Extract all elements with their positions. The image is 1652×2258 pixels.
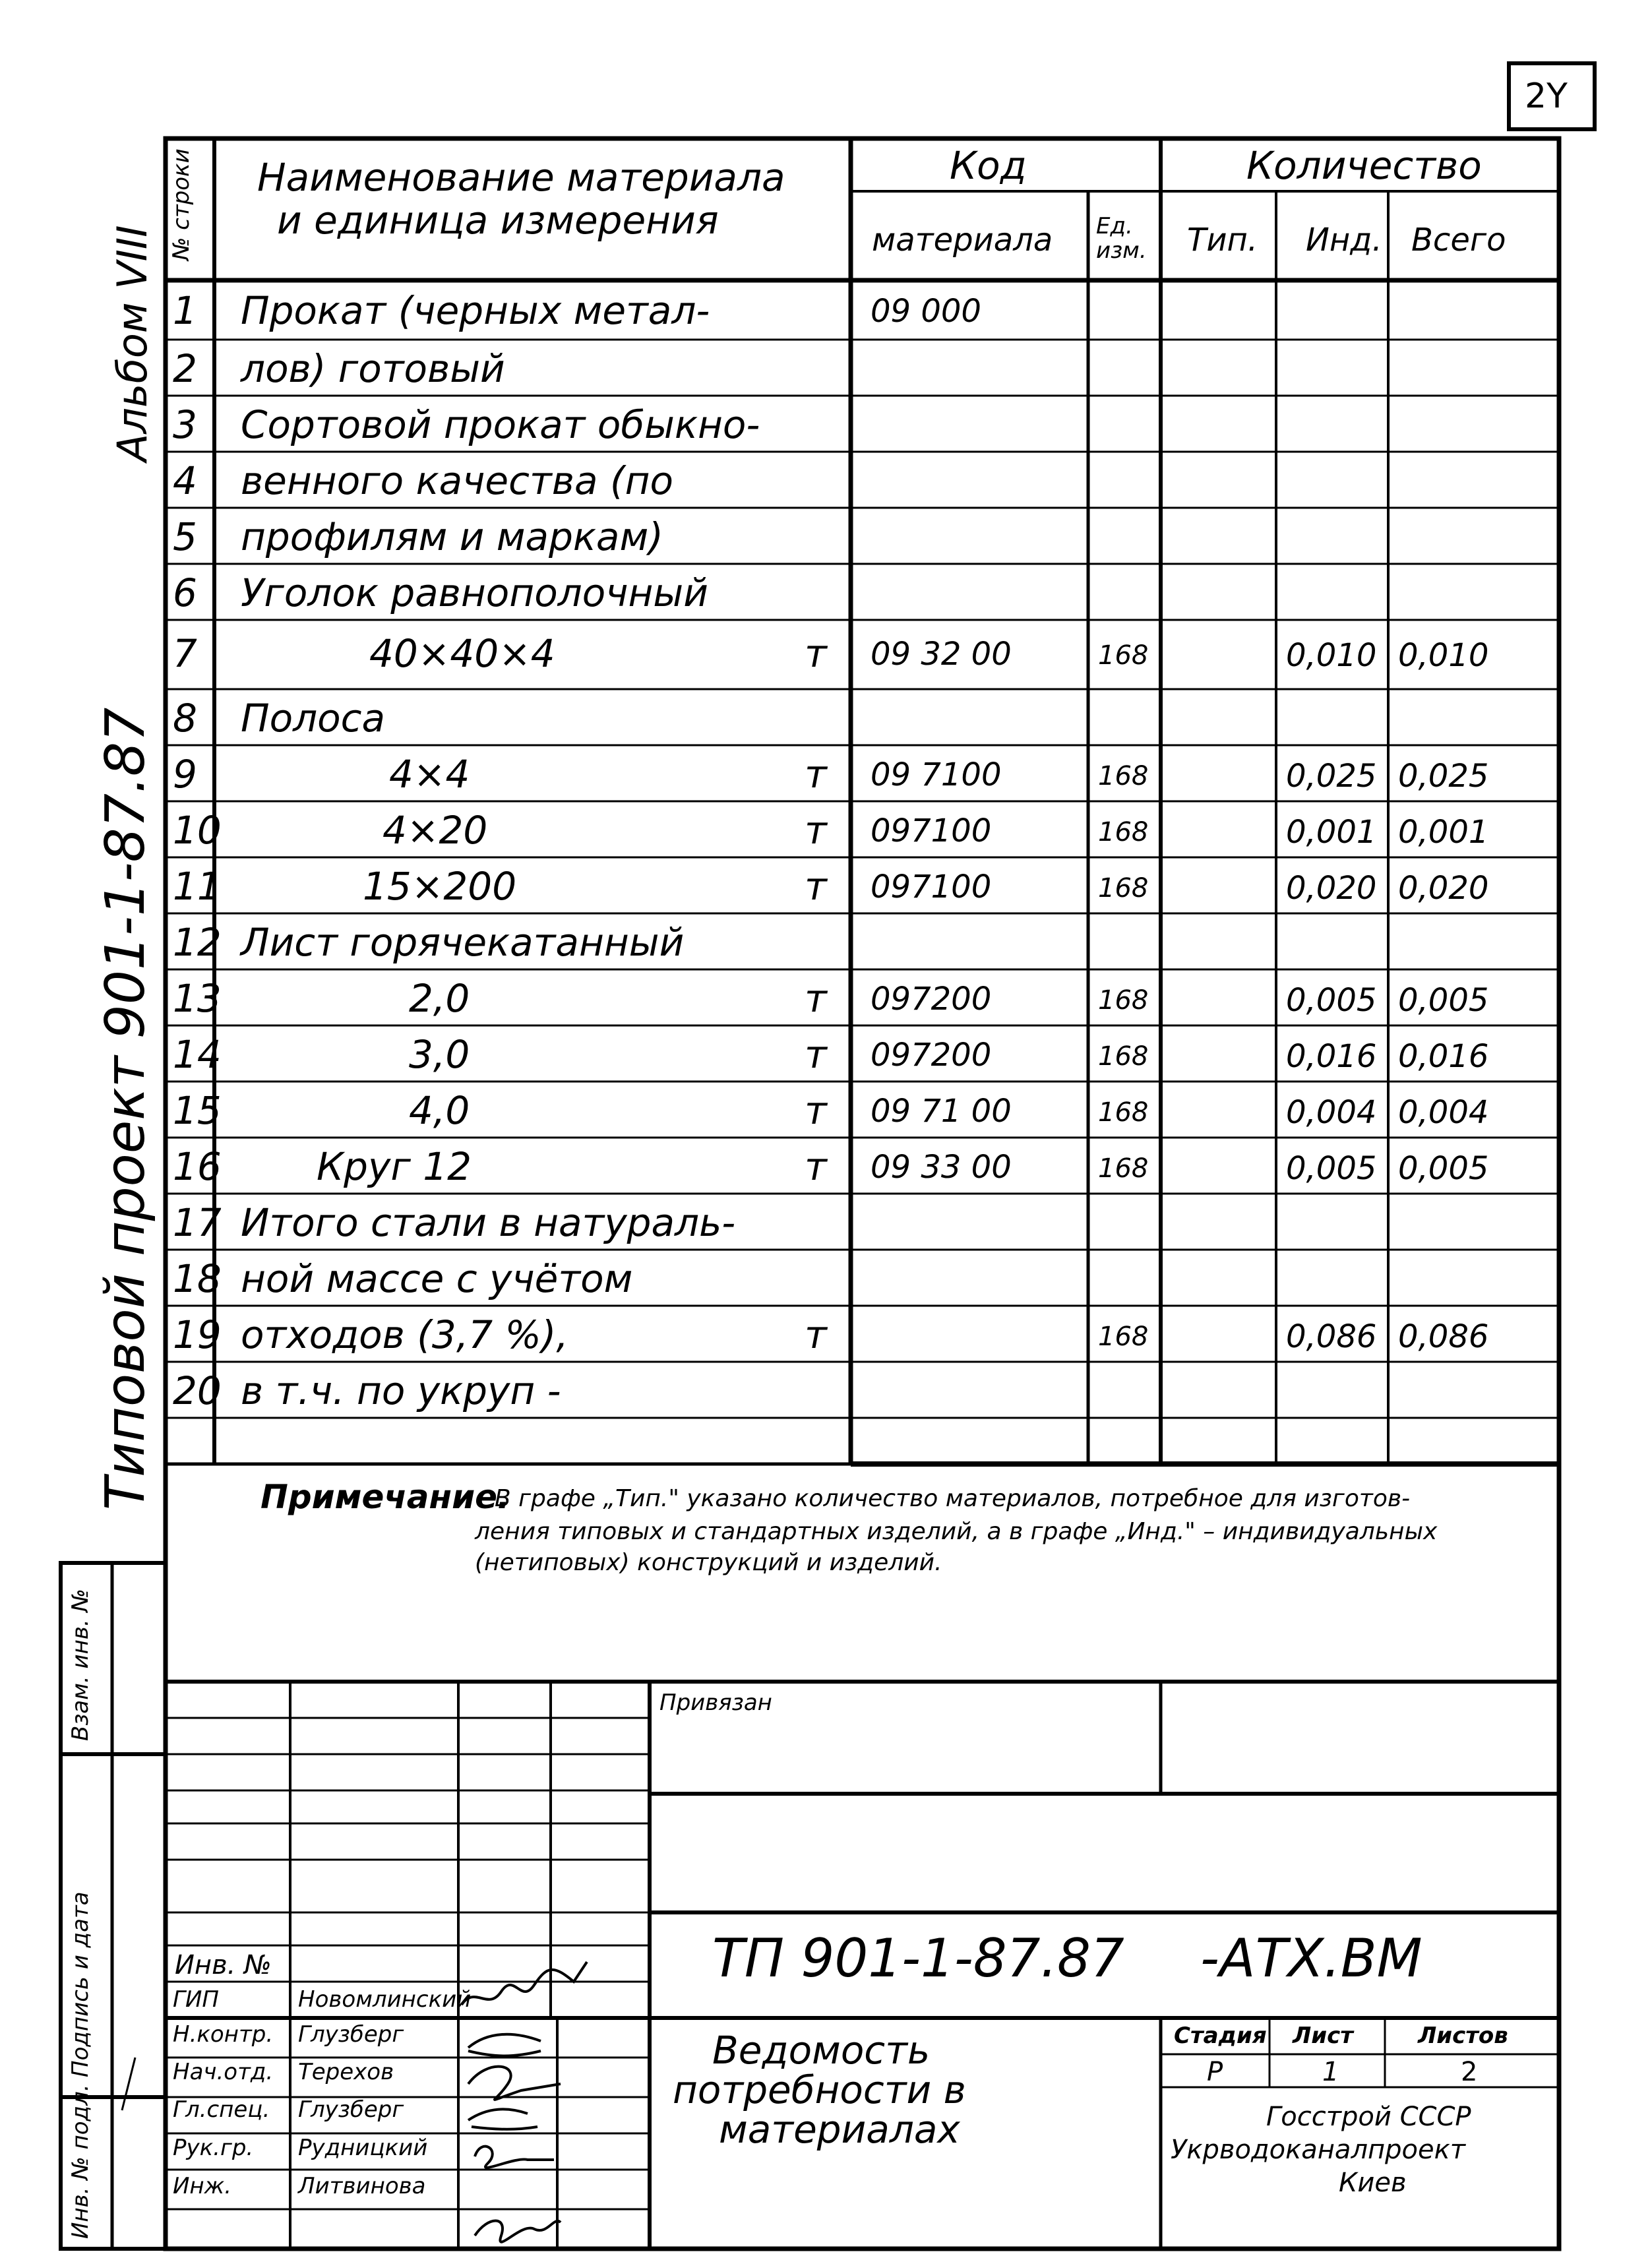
sheet-label: Лист [1293,2023,1353,2049]
side-inv-podl: Инв. № подл. [67,2084,94,2239]
doc-title-line1: Ведомость [712,2028,931,2073]
qty-ind: 0,005 [1286,982,1377,1019]
doc-code: ТП 901-1-87.87 [712,1928,1124,1989]
material-code: 09 33 00 [871,1149,1012,1186]
qty-ind: 0,001 [1286,814,1377,851]
qty-total: 0,025 [1398,758,1489,795]
material-code: 09 000 [871,293,981,330]
unit: т [805,976,827,1021]
sheets-value: 2 [1461,2057,1478,2087]
qty-ind-header: Инд. [1306,222,1382,259]
signatory-role: Инж. [173,2173,232,2199]
unit: т [805,631,827,676]
signatory-name: Новомлинский [298,1986,472,2013]
unit: т [805,1144,827,1189]
material-name: 3,0 [409,1032,470,1077]
unit-code: 168 [1098,873,1149,903]
unit: т [805,752,827,797]
unit: т [805,808,827,853]
material-name: Круг 12 [317,1144,472,1189]
row-number: 12 [173,920,222,965]
row-number: 8 [173,696,197,741]
unit: т [805,1312,827,1357]
side-podp-data: Подпись и дата [67,1891,94,2077]
signatory-role: Гл.спец. [173,2096,270,2123]
material-name: 2,0 [409,976,470,1021]
sheet-number: 2Y [1525,76,1568,116]
qty-total: 0,005 [1398,1150,1489,1187]
qty-ind: 0,004 [1286,1094,1377,1131]
row-number: 5 [173,514,197,559]
note-line1: В графе „Тип." указано количество материалов, потребное для изготов- [495,1485,1411,1512]
row-number: 17 [173,1200,222,1245]
name-header-line2: и единица измерения [277,198,719,243]
qty-total: 0,010 [1398,637,1489,674]
signature-marks [462,1962,587,2242]
material-code: 097100 [871,812,992,849]
row-number: 19 [173,1312,222,1357]
qty-total: 0,086 [1398,1318,1489,1355]
doc-title-line3: материалах [719,2107,960,2152]
row-number: 13 [173,976,222,1021]
row-number: 14 [173,1032,222,1077]
material-name: лов) готовый [241,346,505,391]
qty-typ-header: Тип. [1187,222,1258,259]
material-name: Прокат (черных метал- [241,288,710,333]
material-code: 097200 [871,981,992,1018]
stage-label: Стадия [1174,2023,1267,2049]
name-header-line1: Наименование материала [257,155,785,200]
qty-ind: 0,010 [1286,637,1377,674]
note-label: Примечание. [260,1478,510,1516]
row-number: 16 [173,1144,222,1189]
signatory-name: Рудницкий [298,2135,428,2161]
material-name: Лист горячекатанный [241,920,685,965]
material-name: отходов (3,7 %), [241,1312,568,1357]
note-line3: (нетиповых) конструкций и изделий. [475,1549,942,1576]
row-number: 3 [173,402,197,447]
qty-ind: 0,086 [1286,1318,1377,1355]
qty-total: 0,005 [1398,982,1489,1019]
side-vzam: Взам. инв. № [67,1589,94,1741]
unit-code: 168 [1098,985,1149,1016]
note-line2: ления типовых и стандартных изделий, а в графе „Инд." – индивидуальных [475,1518,1438,1545]
material-code: 09 71 00 [871,1093,1012,1130]
doc-suffix: -АТХ.ВМ [1200,1928,1423,1989]
qty-ind: 0,025 [1286,758,1377,795]
row-number: 11 [173,864,222,909]
org-line1: Госстрой СССР [1266,2102,1471,2132]
row-number: 2 [173,346,197,391]
material-name: в т.ч. по укруп - [241,1368,561,1413]
material-name: 4×20 [382,808,488,853]
project-label: Типовой проект 901-1-87.87 [94,707,157,1510]
row-number: 15 [173,1088,222,1133]
row-number: 4 [173,458,197,503]
qty-ind: 0,020 [1286,870,1377,907]
material-code: 09 32 00 [871,636,1012,673]
signatory-name: Глузберг [298,2021,404,2048]
org-line3: Киев [1339,2168,1407,2198]
signatory-name: Литвинова [298,2173,426,2199]
code-header: Код [950,143,1027,188]
sheet-value: 1 [1322,2057,1339,2087]
signatory-name: Глузберг [298,2096,404,2123]
material-code: 097200 [871,1037,992,1074]
row-number: 1 [173,288,197,333]
qty-ind: 0,005 [1286,1150,1377,1187]
stage-value: Р [1207,2057,1223,2087]
qty-total: 0,020 [1398,870,1489,907]
material-name: 4,0 [409,1088,470,1133]
qty-total: 0,004 [1398,1094,1489,1131]
qty-total: 0,016 [1398,1038,1489,1075]
unit: т [805,1088,827,1133]
material-name: 15×200 [363,864,517,909]
qty-total: 0,001 [1398,814,1489,851]
signatory-role: Нач.отд. [173,2059,274,2085]
code-material-header: материала [872,222,1053,259]
material-name: Уголок равнополочный [241,570,708,615]
unit: т [805,1032,827,1077]
unit-code: 168 [1098,1041,1149,1072]
material-code: 09 7100 [871,756,1002,793]
qty-total-header: Всего [1411,222,1506,259]
privyazan-label: Привязан [659,1690,772,1716]
material-name: венного качества (по [241,458,673,503]
org-line2: Укрводоканалпроект [1171,2135,1466,2165]
material-code: 097100 [871,869,992,905]
row-number: 7 [173,631,197,676]
material-name: Итого стали в натураль- [241,1200,736,1245]
row-number: 9 [173,752,197,797]
material-name: 4×4 [389,752,470,797]
material-name: профилям и маркам) [241,514,663,559]
row-number: 18 [173,1256,222,1301]
unit-code: 168 [1098,1322,1149,1352]
doc-title-line2: потребности в [673,2067,966,2112]
row-number: 10 [173,808,222,853]
row-number: 6 [173,570,197,615]
qty-ind: 0,016 [1286,1038,1377,1075]
material-name: Сортовой прокат обыкно- [241,402,760,447]
material-name: Полоса [241,696,386,741]
unit-code: 168 [1098,640,1149,671]
album-label: Альбом VIII [108,225,156,462]
quantity-header: Количество [1246,143,1482,188]
row-number-header: № строки [168,148,195,260]
sheets-label: Листов [1418,2023,1508,2049]
unit-code: 168 [1098,817,1149,847]
unit-code: 168 [1098,1153,1149,1184]
row-number: 20 [173,1368,222,1413]
signatory-role: ГИП [173,1986,219,2013]
inv-no-label: Инв. № [175,1950,272,1980]
material-name: ной массе с учётом [241,1256,633,1301]
unit-code: 168 [1098,761,1149,791]
signatory-role: Рук.гр. [173,2135,254,2161]
unit: т [805,864,827,909]
code-unit-header: Ед. изм. [1096,213,1147,264]
signatory-role: Н.контр. [173,2021,274,2048]
signatory-name: Терехов [298,2059,394,2085]
unit-code: 168 [1098,1097,1149,1128]
material-name: 40×40×4 [369,631,555,676]
